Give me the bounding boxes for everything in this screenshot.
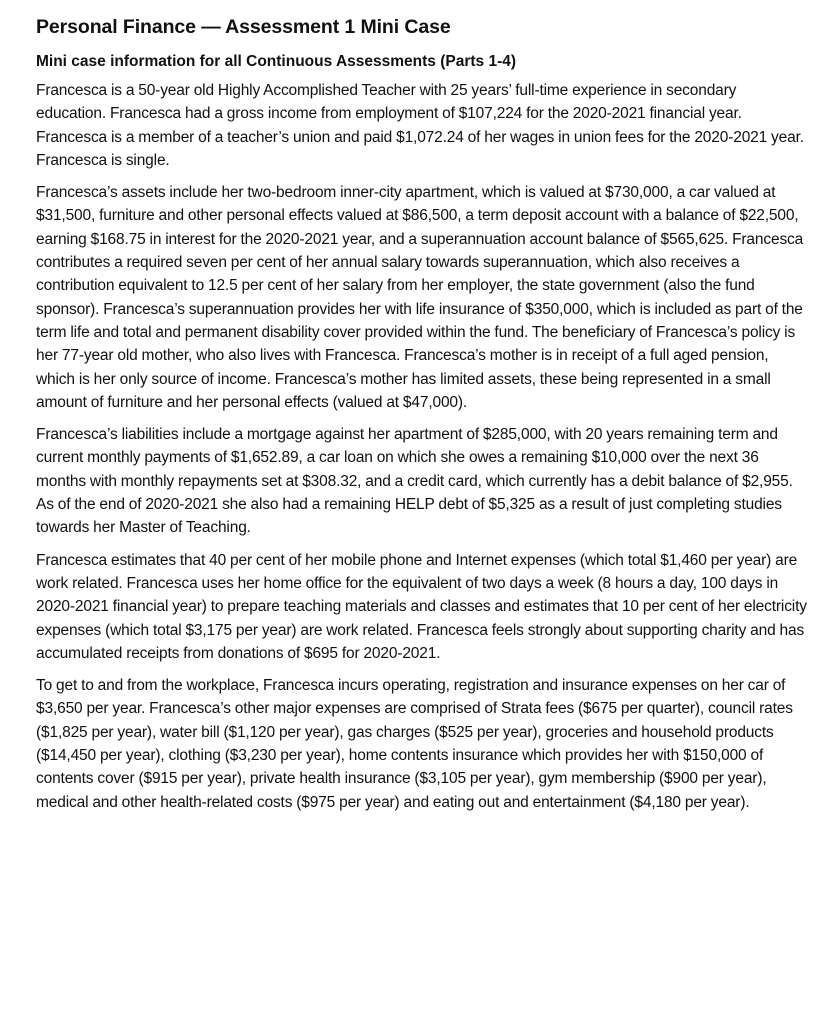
- document-subtitle: Mini case information for all Continuous Assessments (Parts 1-4): [36, 53, 517, 70]
- paragraph-assets: Francesca’s assets include her two-bedroom inner-city apartment, which is valued at $730,000, a car valued at $31,500, furniture and other personal effects valued at $86,500, a term deposit account with a balance of $22,500, earning $168.75 in interest for the 2020-2021 year, and a superannuation account balance of $565,625. Francesca contributes a required seven per cent of her annual salary towards superannuation, which also receives a contribution equivalent to 12.5 per cent of her salary from her employer, the state government (also the fund sponsor). Francesca’s superannuation provides her with life insurance of $350,000, which is included as part of the term life and total and permanent disability cover provided within the fund. The beneficiary of Francesca’s policy is her 77-year old mother, who also lives with Francesca. Francesca’s mother is in receipt of a full aged pension, which is her only source of income. Francesca’s mother has limited assets, these being represented in a small amount of furniture and her personal effects (valued at $47,000).: [36, 184, 804, 411]
- paragraph-other-expenses: To get to and from the workplace, Francesca incurs operating, registration and insurance expenses on her car of $3,650 per year. Francesca’s other major expenses are comprised of Strata fees ($675 per quarter), council rates ($1,825 per year), water bill ($1,120 per year), gas charges ($525 per year), groceries and household products ($14,450 per year), clothing ($3,230 per year), home contents insurance which provides her with $150,000 of contents cover ($915 per year), private health insurance ($3,105 per year), gym membership ($900 per year), medical and other health-related costs ($975 per year) and eating out and entertainment ($4,180 per year).: [36, 677, 793, 811]
- document-title: Personal Finance — Assessment 1 Mini Case: [36, 16, 451, 38]
- paragraph-liabilities: Francesca’s liabilities include a mortgage against her apartment of $285,000, with 20 years remaining term and current monthly payments of $1,652.89, a car loan on which she owes a remaining $10,000 over the next 36 months with monthly repayments set at $308.32, and a credit card, which currently has a debit balance of $2,955. As of the end of 2020-2021 she also had a remaining HELP debt of $5,325 as a result of just completing studies towards her Master of Teaching.: [36, 426, 793, 537]
- paragraph-background: Francesca is a 50-year old Highly Accomplished Teacher with 25 years’ full-time experience in secondary education. Francesca had a gross income from employment of $107,224 for the 2020-2021 financial year. Francesca is a member of a teacher’s union and paid $1,072.24 of her wages in union fees for the 2020-2021 year. Francesca is single.: [36, 82, 804, 169]
- document-page: [36, 14, 808, 823]
- paragraph-work-expenses: Francesca estimates that 40 per cent of her mobile phone and Internet expenses (which total $1,460 per year) are work related. Francesca uses her home office for the equivalent of two days a week (8 hours a day, 100 days in 2020-2021 financial year) to prepare teaching materials and classes and estimates that 10 per cent of her electricity expenses (which total $3,175 per year) are work related. Francesca feels strongly about supporting charity and has accumulated receipts from donations of $695 for 2020-2021.: [36, 551, 807, 662]
